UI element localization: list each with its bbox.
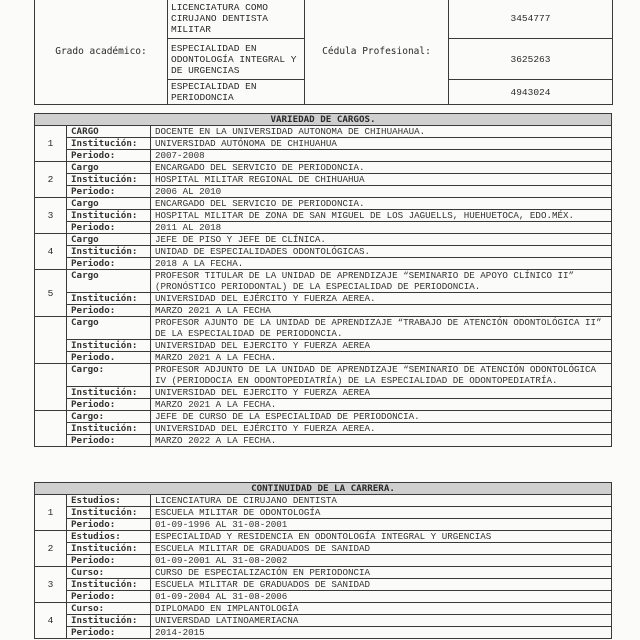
carrera-title: CONTINUIDAD DE LA CARRERA. (35, 483, 612, 495)
row-key: Institución: (67, 615, 151, 627)
row-key: CARGO (67, 126, 151, 138)
row-key: Curso: (67, 603, 151, 615)
row-key: Cargo (67, 162, 151, 174)
row-value: PROFESOR AJUNTO DE LA UNIDAD DE APRENDIZAJE “TRABAJO DE ATENCIÓN ODONTOLÓGICA II” DE LA ESPECIALIDAD DE PERIODONCIA. (151, 317, 612, 340)
row-value: 01-09-1996 AL 31-08-2001 (151, 519, 612, 531)
table-row (35, 495, 612, 507)
table-row (35, 234, 612, 246)
group-number: 2 (35, 531, 67, 567)
group-number: 1 (35, 495, 67, 531)
degree-2: ESPECIALIDAD EN ODONTOLOGÍA INTEGRAL Y DE URGENCIAS (168, 39, 305, 80)
table-row (35, 387, 612, 399)
row-key: Cargo (67, 317, 151, 340)
cargos-table (34, 113, 612, 447)
table-row (35, 507, 612, 519)
row-value: UNIVERSIDAD DEL EJERCITO Y FUERZA AEREA (151, 387, 612, 399)
table-row (35, 210, 612, 222)
degree-3: ESPECIALIDAD EN PERIODONCIA (168, 80, 305, 105)
row-value: MARZO 2022 A LA FECHA. (151, 435, 612, 447)
table-row (35, 555, 612, 567)
cedula-profesional-label: Cédula Profesional: (305, 0, 449, 105)
row-value: 2011 AL 2018 (151, 222, 612, 234)
row-key: Cargo (67, 270, 151, 293)
table-row (35, 423, 612, 435)
row-value: JEFE DE PISO Y JEFE DE CLÍNICA. (151, 234, 612, 246)
row-value: UNIDAD DE ESPECIALIDADES ODONTOLÓGICAS. (151, 246, 612, 258)
row-key: Institución: (67, 387, 151, 399)
table-row (35, 317, 612, 340)
group-number: 5 (35, 270, 67, 317)
table-row (35, 150, 612, 162)
table-row (35, 615, 612, 627)
group-number: 2 (35, 162, 67, 198)
row-key: Estudios: (67, 495, 151, 507)
table-row (35, 352, 612, 364)
row-key: Curso: (67, 567, 151, 579)
row-value: DIPLOMADO EN IMPLANTOLOGÍA (151, 603, 612, 615)
row-value: UNIVERSDAD LATINOAMERIACNA (151, 615, 612, 627)
row-key: Cargo (67, 234, 151, 246)
group-number: 4 (35, 234, 67, 270)
row-value: ENCARGADO DEL SERVICIO DE PERIODONCIA. (151, 162, 612, 174)
row-value: 2006 AL 2010 (151, 186, 612, 198)
row-key: Periodo: (67, 555, 151, 567)
row-key: Institución: (67, 293, 151, 305)
row-value: ESCUELA MILITAR DE ODONTOLOGÍA (151, 507, 612, 519)
row-key: Institución: (67, 340, 151, 352)
cedula-3: 4943024 (449, 80, 613, 105)
row-key: Institución: (67, 543, 151, 555)
table-row (35, 603, 612, 615)
group-number (35, 364, 67, 411)
row-value: PROFESOR TITULAR DE LA UNIDAD DE APRENDIZAJE “SEMINARIO DE APOYO CLÍNICO II” (PRONÓSTICO PERIODONTAL) DE LA ESPECIALIDAD DE PERIODONCIA. (151, 270, 612, 293)
table-row (35, 435, 612, 447)
table-row (35, 162, 612, 174)
table-row (35, 222, 612, 234)
table-row (35, 186, 612, 198)
row-value: ESCUELA MILITAR DE GRADUADOS DE SANIDAD (151, 543, 612, 555)
row-key: Periodo: (67, 186, 151, 198)
row-key: Institución: (67, 579, 151, 591)
cedula-1: 3454777 (449, 0, 613, 39)
row-value: 2018 A LA FECHA. (151, 258, 612, 270)
group-number: 3 (35, 198, 67, 234)
row-key: Institución: (67, 423, 151, 435)
row-key: Cargo: (67, 364, 151, 387)
table-row (35, 340, 612, 352)
row-value: HOSPITAL MILITAR DE ZONA DE SAN MIGUEL DE LOS JAGUELLS, HUEHUETOCA, EDO.MÉX. (151, 210, 612, 222)
row-value: JEFE DE CURSO DE LA ESPECIALIDAD DE PERIODONCIA. (151, 411, 612, 423)
row-value: UNIVERSIDAD DEL EJÉRCITO Y FUERZA AEREA. (151, 293, 612, 305)
row-key: Institución: (67, 174, 151, 186)
grado-academico-label: Grado académico: (35, 0, 168, 105)
row-key: Institución: (67, 507, 151, 519)
row-key: Cargo: (67, 411, 151, 423)
row-value: 2014-2015 (151, 627, 612, 639)
row-value: HOSPITAL MILITAR REGIONAL DE CHIHUAHUA (151, 174, 612, 186)
table-row (35, 258, 612, 270)
table-row (35, 126, 612, 138)
table-row (35, 198, 612, 210)
row-key: Periodo: (67, 258, 151, 270)
group-number: 1 (35, 126, 67, 162)
cargos-title: VARIEDAD DE CARGOS. (35, 114, 612, 126)
row-key: Estudios: (67, 531, 151, 543)
row-value: LICENCIATURA DE CIRUJANO DENTISTA (151, 495, 612, 507)
table-row (35, 567, 612, 579)
row-value: 01-09-2001 AL 31-08-2002 (151, 555, 612, 567)
group-number (35, 411, 67, 447)
table-row (35, 293, 612, 305)
row-value: MARZO 2021 A LA FECHA. (151, 352, 612, 364)
table-row (35, 399, 612, 411)
group-number (35, 317, 67, 364)
row-key: Periodo: (67, 305, 151, 317)
row-value: 01-09-2004 AL 31-08-2006 (151, 591, 612, 603)
degree-1: LICENCIATURA COMO CIRUJANO DENTISTA MILITAR (168, 0, 305, 39)
row-value: ENCARGADO DEL SERVICIO DE PERIODONCIA. (151, 198, 612, 210)
row-key: Institución: (67, 246, 151, 258)
table-row (35, 591, 612, 603)
academic-degree-table (34, 0, 613, 105)
carrera-table (34, 482, 612, 639)
row-key: Periodo: (67, 150, 151, 162)
row-key: Institución: (67, 138, 151, 150)
row-value: DOCENTE EN LA UNIVERSIDAD AUTONOMA DE CHIHUAHAUA. (151, 126, 612, 138)
row-key: Periodo. (67, 352, 151, 364)
table-row (35, 519, 612, 531)
row-value: MARZO 2021 A LA FECHA. (151, 399, 612, 411)
table-row (35, 270, 612, 293)
table-row (35, 411, 612, 423)
row-key: Institución: (67, 210, 151, 222)
table-row (35, 364, 612, 387)
table-row (35, 305, 612, 317)
row-value: MARZO 2021 A LA FECHA (151, 305, 612, 317)
row-value: ESCUELA MILITAR DE GRADUADOS DE SANIDAD (151, 579, 612, 591)
row-key: Periodo: (67, 399, 151, 411)
row-key: Periodo: (67, 222, 151, 234)
table-row (35, 579, 612, 591)
row-value: CURSO DE ESPECIALIZACIÓN EN PERIODONCIA (151, 567, 612, 579)
table-row (35, 174, 612, 186)
cedula-2: 3625263 (449, 39, 613, 80)
table-row (35, 543, 612, 555)
table-row (35, 531, 612, 543)
table-row (35, 138, 612, 150)
table-row (35, 627, 612, 639)
row-value: UNIVERSIDAD DEL EJÉRCITO Y FUERZA AEREA. (151, 423, 612, 435)
table-row (35, 246, 612, 258)
row-value: PROFESOR ADJUNTO DE LA UNIDAD DE APRENDIZAJE “SEMINARIO DE ATENCIÓN ODONTOLÓGICA IV (PERIODOCIA EN ODONTOPEDIATRÍA) DE LA ESPECIALIDAD DE ODONTOPEDIATRÍA. (151, 364, 612, 387)
group-number: 4 (35, 603, 67, 639)
row-key: Periodo: (67, 627, 151, 639)
row-key: Periodo: (67, 519, 151, 531)
row-key: Cargo (67, 198, 151, 210)
group-number: 3 (35, 567, 67, 603)
row-value: UNIVERSIDAD AUTÓNOMA DE CHIHUAHUA (151, 138, 612, 150)
row-key: Periodo: (67, 435, 151, 447)
row-key: Periodo: (67, 591, 151, 603)
row-value: ESPECIALIDAD Y RESIDENCIA EN ODONTOLOGÍA INTEGRAL Y URGENCIAS (151, 531, 612, 543)
row-value: UNIVERSIDAD DEL EJERCITO Y FUERZA AEREA (151, 340, 612, 352)
row-value: 2007-2008 (151, 150, 612, 162)
